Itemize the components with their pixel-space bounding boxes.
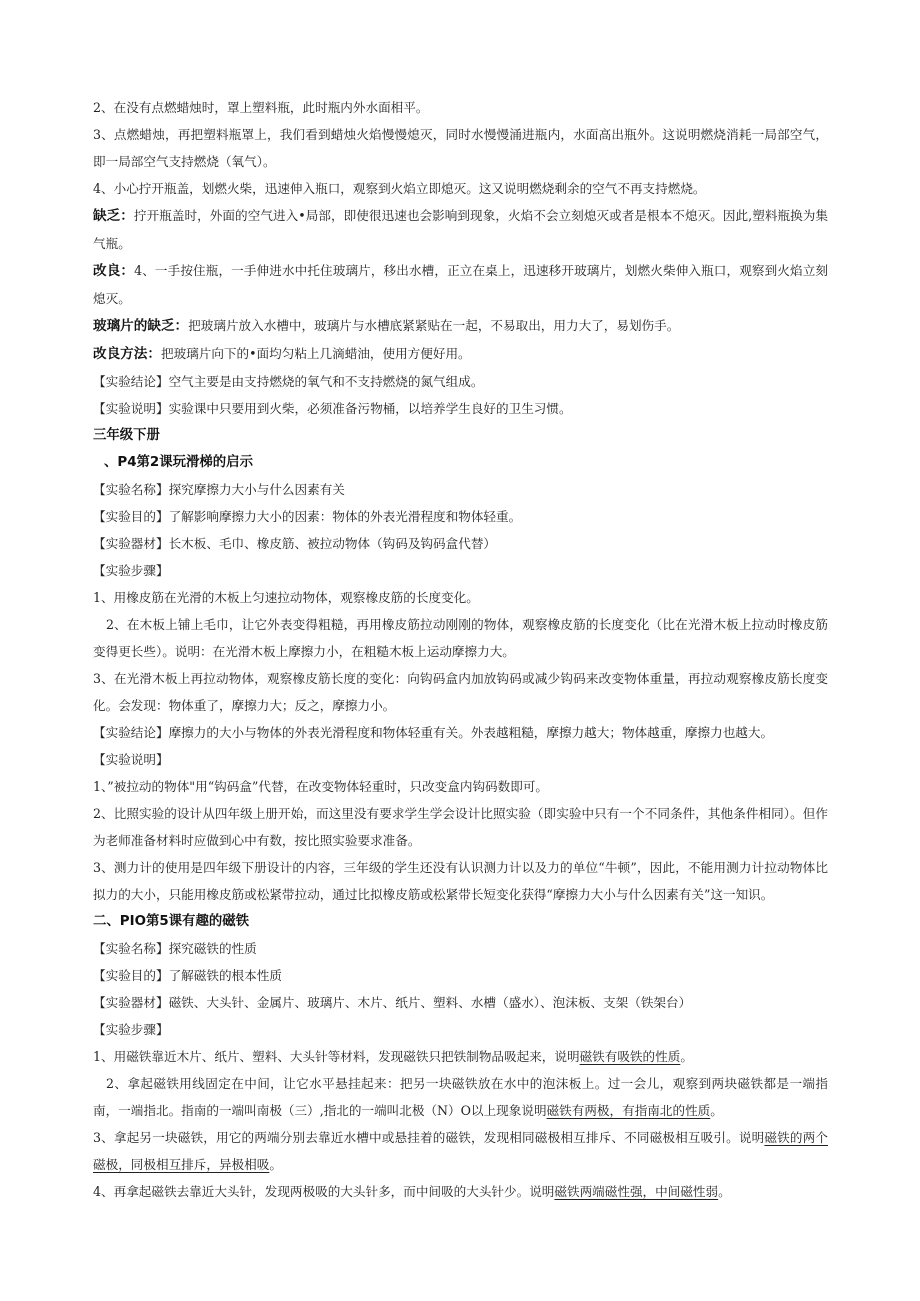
underlined-conclusion: 磁铁有吸铁的性质 [579,1049,681,1064]
paragraph: 【实验说明】 [93,752,169,767]
underlined-conclusion: 磁铁两端磁性强，中间磁性弱 [554,1184,719,1199]
paragraph: 改良方法：把玻璃片向下的•面均匀粘上几滴蜡油，使用方便好用。 [93,346,471,362]
lesson-heading: 、P4第2课玩滑梯的启示 [104,455,253,470]
paragraph: 3、测力计的使用是四年级下册设计的内容，三年级的学生还没有认识测力计以及力的单位“牛顿”，因此，不能用测力计拉动物体比拟力的大小，只能用橡皮筋或松紧带拉动，通过比拟橡皮筋或松紧带长短变化获得“摩擦力大小与什么因素有关”这一知识。 [93,860,828,902]
paragraph: 【实验结论】摩擦力的大小与物体的外表光滑程度和物体轻重有关。外表越粗糙，摩擦力越大；物体越重，摩擦力也越大。 [93,725,774,740]
paragraph: 【实验名称】探究磁铁的性质 [93,941,257,956]
paragraph-lead: 改良： [93,263,135,279]
paragraph-lead: 缺乏： [93,208,134,224]
paragraph: 【实验结论】空气主要是由支持燃烧的氧气和不支持燃烧的氮气组成。 [93,374,484,389]
paragraph-lead: 玻璃片的缺乏： [93,318,189,334]
lesson-heading: 二、PIO第5课有趣的磁铁 [93,914,250,929]
paragraph: 2、在木板上铺上毛巾，让它外表变得粗糙，再用橡皮筋拉动刚刚的物体，观察橡皮筋的长度变化（比在光滑木板上拉动时橡皮筋变得更长些）。说明：在光滑木板上摩擦力小，在粗糙木板上运动摩擦力大。 [93,617,828,659]
paragraph: 1、用磁铁靠近木片、纸片、塑料、大头针等材料，发现磁铁只把铁制物品吸起来，说明磁铁有吸铁的性质。 [93,1049,693,1064]
paragraph: 【实验名称】探究摩擦力大小与什么因素有关 [93,482,345,497]
underlined-conclusion: 磁铁的两个磁极，同极相互排斥，异极相吸 [93,1130,829,1172]
paragraph: 4、再拿起磁铁去靠近大头针，发现两极吸的大头针多，而中间吸的大头针少。说明磁铁两端磁性强，中间磁性弱。 [93,1184,731,1199]
paragraph: 【实验目的】了解影响摩擦力大小的因素：物体的外表光滑程度和物体轻重。 [93,509,522,524]
paragraph: 3、在光滑木板上再拉动物体，观察橡皮筋长度的变化：向钩码盒内加放钩码或减少钩码来改变物体重量，再拉动观察橡皮筋长度变化。会发现：物体重了，摩擦力大；反之，摩擦力小。 [93,671,828,713]
paragraph: 1、用橡皮筋在光滑的木板上匀速拉动物体，观察橡皮筋的长度变化。 [93,590,479,605]
paragraph: 【实验说明】实验课中只要用到火柴，必须准备污物桶，以培养学生良好的卫生习惯。 [93,401,572,416]
section-heading: 三年级下册 [93,428,160,443]
paragraph-lead: 改良方法： [93,346,161,362]
paragraph: 4、小心拧开瓶盖，划燃火柴，迅速伸入瓶口，观察到火焰立即熄灭。这又说明燃烧剩余的空气不再支持燃烧。 [93,181,706,196]
paragraph: 【实验器材】磁铁、大头针、金属片、玻璃片、木片、纸片、塑料、水槽（盛水）、泡沫板、支架（铁架台） [93,995,692,1010]
paragraph: 玻璃片的缺乏：把玻璃片放入水槽中，玻璃片与水槽底紧紧贴在一起，不易取出，用力大了，易划伤手。 [93,318,680,334]
paragraph: 【实验目的】了解磁铁的根本性质 [93,968,282,983]
paragraph: 2、比照实验的设计从四年级上册开始，而这里没有要求学生学会设计比照实验（即实验中只有一个不同条件，其他条件相同）。但作为老师准备材料时应做到心中有数，按比照实验要求准备。 [93,806,828,848]
document-body [93,94,828,1205]
paragraph: 【实验步骤】 [93,563,169,578]
paragraph: 改良：4、一手按住瓶，一手伸进水中托住玻璃片，移出水槽，正立在桌上，迅速移开玻璃片，划燃火柴伸入瓶口，观察到火焰立刻熄灭。 [93,263,829,306]
underlined-conclusion: 磁铁有两极，有指南北的性质 [546,1103,711,1118]
paragraph: 【实验器材】长木板、毛巾、橡皮筋、被拉动物体（钩码及钩码盒代替） [93,536,496,551]
paragraph: 3、点燃蜡烛，再把塑料瓶罩上，我们看到蜡烛火焰慢慢熄灭，同时水慢慢涌进瓶内，水面高出瓶外。这说明燃烧消耗一局部空气，即一局部空气支持燃烧（氧气）。 [93,127,828,169]
paragraph: 【实验步骤】 [93,1022,169,1037]
paragraph: 1、”被拉动的物体"用“钩码盒”代替，在改变物体轻重时，只改变盒内钩码数即可。 [93,779,549,794]
paragraph: 3、拿起另一块磁铁，用它的两端分别去靠近水槽中或悬挂着的磁铁，发现相同磁极相互排斥、不同磁极相互吸引。说明磁铁的两个磁极，同极相互排斥，异极相吸。 [93,1130,829,1172]
paragraph: 2、拿起磁铁用线固定在中间，让它水平悬挂起来：把另一块磁铁放在水中的泡沫板上。过一会儿，观察到两块磁铁都是一端指南，一端指北。指南的一端叫南极（三）,指北的一端叫北极（N）O以上现象说明磁铁有两极，有指南北的性质。 [93,1076,828,1118]
paragraph: 缺乏：拧开瓶盖时，外面的空气进入•局部，即使很迅速也会影响到现象，火焰不会立刻熄灭或者是根本不熄灭。因此,塑料瓶换为集气瓶。 [93,208,828,251]
paragraph: 2、在没有点燃蜡烛时，罩上塑料瓶，此时瓶内外水面相平。 [93,100,429,115]
